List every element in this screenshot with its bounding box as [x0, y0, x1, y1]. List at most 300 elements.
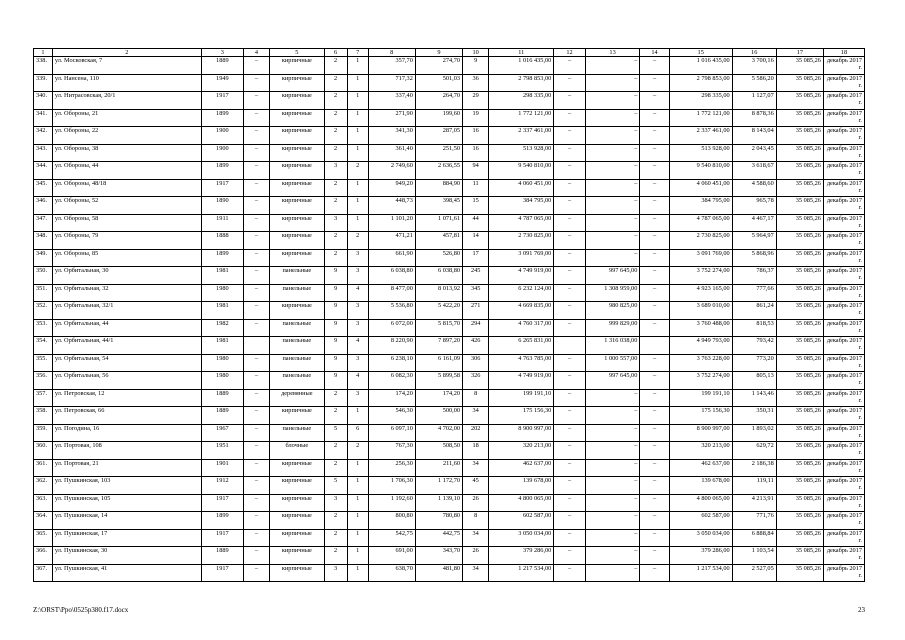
- living-area-cell: 343,70: [415, 547, 462, 565]
- cost-per-m2-cell: 8 143,04: [732, 127, 776, 145]
- total-cost-cell: 139 678,00: [489, 477, 554, 495]
- column-number-14: 14: [640, 49, 669, 57]
- residents-cell: 14: [463, 232, 489, 250]
- wear-cell: –: [243, 372, 269, 390]
- floors-cell: 2: [324, 179, 347, 197]
- total-area-cell: 341,30: [368, 127, 415, 145]
- cost-col14-cell: –: [640, 512, 669, 530]
- total-area-cell: 8 477,00: [368, 284, 415, 302]
- living-area-cell: 174,20: [415, 389, 462, 407]
- total-cost-cell: 298 335,00: [489, 92, 554, 110]
- year-built-cell: 1899: [201, 162, 243, 180]
- entrances-cell: 2: [347, 232, 368, 250]
- living-area-cell: 481,80: [415, 564, 462, 582]
- rate-cell: 35 085,26: [776, 302, 823, 320]
- cost-col13-cell: –: [585, 424, 640, 442]
- table-row: [34, 197, 865, 215]
- date-cell: декабрь 2017 г.: [823, 249, 864, 267]
- cost-per-m2-cell: 965,78: [732, 197, 776, 215]
- total-area-cell: 6 038,80: [368, 267, 415, 285]
- wall-material-cell: кирпичные: [270, 109, 325, 127]
- total-area-cell: 1 192,60: [368, 494, 415, 512]
- table-row: [34, 162, 865, 180]
- rate-cell: 35 085,26: [776, 337, 823, 355]
- year-built-cell: 1917: [201, 494, 243, 512]
- cost-col15-cell: 2 337 461,00: [669, 127, 732, 145]
- cost-col13-cell: –: [585, 547, 640, 565]
- cost-col12-cell: –: [554, 179, 585, 197]
- residents-cell: 34: [463, 564, 489, 582]
- table-row: [34, 284, 865, 302]
- wear-cell: –: [243, 92, 269, 110]
- cost-per-m2-cell: 2 043,45: [732, 144, 776, 162]
- cost-col13-cell: –: [585, 389, 640, 407]
- cost-col12-cell: –: [554, 232, 585, 250]
- cost-col12-cell: –: [554, 407, 585, 425]
- wear-cell: –: [243, 284, 269, 302]
- wear-cell: –: [243, 74, 269, 92]
- date-cell: декабрь 2017 г.: [823, 284, 864, 302]
- wall-material-cell: кирпичные: [270, 547, 325, 565]
- entrances-cell: 3: [347, 249, 368, 267]
- date-cell: декабрь 2017 г.: [823, 512, 864, 530]
- row-number-cell: 338.: [34, 57, 53, 75]
- wall-material-cell: кирпичные: [270, 407, 325, 425]
- floors-cell: 2: [324, 249, 347, 267]
- total-area-cell: 357,70: [368, 57, 415, 75]
- residents-cell: 19: [463, 109, 489, 127]
- rate-cell: 35 085,26: [776, 512, 823, 530]
- cost-col13-cell: –: [585, 144, 640, 162]
- wear-cell: –: [243, 407, 269, 425]
- cost-per-m2-cell: 629,72: [732, 442, 776, 460]
- date-cell: декабрь 2017 г.: [823, 92, 864, 110]
- column-number-2: 2: [52, 49, 201, 57]
- row-number-cell: 355.: [34, 354, 53, 372]
- wall-material-cell: кирпичные: [270, 232, 325, 250]
- cost-col15-cell: 2 798 853,00: [669, 74, 732, 92]
- cost-col15-cell: 1 217 534,00: [669, 564, 732, 582]
- address-cell: ул. Пушкинская, 14: [52, 512, 201, 530]
- cost-col13-cell: 997 645,00: [585, 267, 640, 285]
- year-built-cell: 1889: [201, 407, 243, 425]
- rate-cell: 35 085,26: [776, 319, 823, 337]
- row-number-cell: 345.: [34, 179, 53, 197]
- table-row: [34, 459, 865, 477]
- cost-col12-cell: –: [554, 389, 585, 407]
- column-number-8: 8: [368, 49, 415, 57]
- cost-col12-cell: –: [554, 92, 585, 110]
- table-row: [34, 547, 865, 565]
- residents-cell: 8: [463, 512, 489, 530]
- year-built-cell: 1980: [201, 354, 243, 372]
- date-cell: декабрь 2017 г.: [823, 319, 864, 337]
- wall-material-cell: кирпичные: [270, 127, 325, 145]
- cost-col12-cell: –: [554, 249, 585, 267]
- wear-cell: –: [243, 529, 269, 547]
- date-cell: декабрь 2017 г.: [823, 424, 864, 442]
- wall-material-cell: кирпичные: [270, 494, 325, 512]
- entrances-cell: 1: [347, 547, 368, 565]
- entrances-cell: 3: [347, 354, 368, 372]
- wall-material-cell: панельные: [270, 284, 325, 302]
- address-cell: ул. Нитрасовская, 20/1: [52, 92, 201, 110]
- cost-col13-cell: –: [585, 459, 640, 477]
- floors-cell: 2: [324, 547, 347, 565]
- total-cost-cell: 199 191,10: [489, 389, 554, 407]
- row-number-cell: 361.: [34, 459, 53, 477]
- row-number-cell: 344.: [34, 162, 53, 180]
- cost-col14-cell: –: [640, 109, 669, 127]
- wall-material-cell: кирпичные: [270, 179, 325, 197]
- cost-col14-cell: –: [640, 232, 669, 250]
- year-built-cell: 1981: [201, 302, 243, 320]
- entrances-cell: 6: [347, 424, 368, 442]
- rate-cell: 35 085,26: [776, 232, 823, 250]
- cost-col12-cell: –: [554, 442, 585, 460]
- residents-cell: 34: [463, 529, 489, 547]
- wear-cell: –: [243, 267, 269, 285]
- column-number-4: 4: [243, 49, 269, 57]
- total-cost-cell: 513 928,00: [489, 144, 554, 162]
- residents-cell: 11: [463, 179, 489, 197]
- total-cost-cell: 384 795,00: [489, 197, 554, 215]
- floors-cell: 2: [324, 197, 347, 215]
- cost-per-m2-cell: 4 588,60: [732, 179, 776, 197]
- row-number-cell: 353.: [34, 319, 53, 337]
- wall-material-cell: блочные: [270, 442, 325, 460]
- rate-cell: 35 085,26: [776, 197, 823, 215]
- living-area-cell: 500,00: [415, 407, 462, 425]
- wall-material-cell: панельные: [270, 267, 325, 285]
- cost-col15-cell: 3 752 274,00: [669, 372, 732, 390]
- table-row: [34, 302, 865, 320]
- cost-col15-cell: 175 156,30: [669, 407, 732, 425]
- row-number-cell: 365.: [34, 529, 53, 547]
- total-area-cell: 1 706,30: [368, 477, 415, 495]
- total-area-cell: 361,40: [368, 144, 415, 162]
- total-area-cell: 5 536,80: [368, 302, 415, 320]
- living-area-cell: 274,70: [415, 57, 462, 75]
- address-cell: ул. Московская, 7: [52, 57, 201, 75]
- entrances-cell: 1: [347, 179, 368, 197]
- address-cell: ул. Обороны, 85: [52, 249, 201, 267]
- table-row: [34, 494, 865, 512]
- residents-cell: 26: [463, 547, 489, 565]
- year-built-cell: 1917: [201, 564, 243, 582]
- year-built-cell: 1899: [201, 512, 243, 530]
- row-number-cell: 349.: [34, 249, 53, 267]
- date-cell: декабрь 2017 г.: [823, 144, 864, 162]
- entrances-cell: 3: [347, 267, 368, 285]
- cost-col12-cell: –: [554, 354, 585, 372]
- floors-cell: 2: [324, 442, 347, 460]
- cost-per-m2-cell: 5 586,20: [732, 74, 776, 92]
- total-area-cell: 546,30: [368, 407, 415, 425]
- living-area-cell: 1 139,10: [415, 494, 462, 512]
- year-built-cell: 1889: [201, 389, 243, 407]
- floors-cell: 2: [324, 92, 347, 110]
- date-cell: декабрь 2017 г.: [823, 214, 864, 232]
- wear-cell: –: [243, 57, 269, 75]
- total-area-cell: 6 238,10: [368, 354, 415, 372]
- cost-col15-cell: 3 763 228,00: [669, 354, 732, 372]
- row-number-cell: 357.: [34, 389, 53, 407]
- rate-cell: 35 085,26: [776, 284, 823, 302]
- wear-cell: –: [243, 547, 269, 565]
- wall-material-cell: панельные: [270, 372, 325, 390]
- address-cell: ул. Обороны, 48/18: [52, 179, 201, 197]
- residents-cell: 8: [463, 389, 489, 407]
- cost-col12-cell: [554, 337, 585, 355]
- living-area-cell: 6 038,80: [415, 267, 462, 285]
- cost-col14-cell: –: [640, 477, 669, 495]
- wear-cell: –: [243, 214, 269, 232]
- total-area-cell: 691,00: [368, 547, 415, 565]
- year-built-cell: 1889: [201, 547, 243, 565]
- column-number-12: 12: [554, 49, 585, 57]
- year-built-cell: 1889: [201, 57, 243, 75]
- living-area-cell: 884,90: [415, 179, 462, 197]
- wall-material-cell: панельные: [270, 424, 325, 442]
- row-number-cell: 352.: [34, 302, 53, 320]
- residents-cell: 245: [463, 267, 489, 285]
- entrances-cell: 4: [347, 337, 368, 355]
- table-row: [34, 564, 865, 582]
- wall-material-cell: панельные: [270, 354, 325, 372]
- date-cell: декабрь 2017 г.: [823, 389, 864, 407]
- cost-col14-cell: –: [640, 92, 669, 110]
- cost-col13-cell: –: [585, 529, 640, 547]
- living-area-cell: 7 897,20: [415, 337, 462, 355]
- address-cell: ул. Пушкинская, 41: [52, 564, 201, 582]
- row-number-cell: 360.: [34, 442, 53, 460]
- total-cost-cell: 2 730 825,00: [489, 232, 554, 250]
- cost-per-m2-cell: 818,53: [732, 319, 776, 337]
- living-area-cell: 211,60: [415, 459, 462, 477]
- total-cost-cell: 8 900 997,00: [489, 424, 554, 442]
- column-number-11: 11: [489, 49, 554, 57]
- rate-cell: 35 085,26: [776, 372, 823, 390]
- wear-cell: –: [243, 302, 269, 320]
- date-cell: декабрь 2017 г.: [823, 162, 864, 180]
- living-area-cell: 4 702,00: [415, 424, 462, 442]
- total-area-cell: 448,73: [368, 197, 415, 215]
- entrances-cell: 3: [347, 319, 368, 337]
- date-cell: декабрь 2017 г.: [823, 547, 864, 565]
- wear-cell: –: [243, 179, 269, 197]
- column-number-15: 15: [669, 49, 732, 57]
- cost-col12-cell: –: [554, 372, 585, 390]
- cost-col13-cell: 1 000 557,00: [585, 354, 640, 372]
- address-cell: ул. Орбитальная, 56: [52, 372, 201, 390]
- entrances-cell: 1: [347, 214, 368, 232]
- date-cell: декабрь 2017 г.: [823, 442, 864, 460]
- table-row: [34, 529, 865, 547]
- cost-col12-cell: –: [554, 267, 585, 285]
- address-cell: ул. Портовая, 108: [52, 442, 201, 460]
- year-built-cell: 1899: [201, 249, 243, 267]
- living-area-cell: 508,50: [415, 442, 462, 460]
- floors-cell: 2: [324, 389, 347, 407]
- cost-col14-cell: –: [640, 144, 669, 162]
- cost-col13-cell: –: [585, 179, 640, 197]
- wear-cell: –: [243, 424, 269, 442]
- table-row: [34, 319, 865, 337]
- row-number-cell: 362.: [34, 477, 53, 495]
- residents-cell: 29: [463, 92, 489, 110]
- total-area-cell: 767,30: [368, 442, 415, 460]
- floors-cell: 9: [324, 354, 347, 372]
- living-area-cell: 1 172,70: [415, 477, 462, 495]
- entrances-cell: 1: [347, 144, 368, 162]
- row-number-cell: 367.: [34, 564, 53, 582]
- year-built-cell: 1911: [201, 214, 243, 232]
- living-area-cell: 780,80: [415, 512, 462, 530]
- row-number-cell: 346.: [34, 197, 53, 215]
- wear-cell: –: [243, 512, 269, 530]
- table-row: [34, 424, 865, 442]
- total-cost-cell: 2 798 853,00: [489, 74, 554, 92]
- column-number-6: 6: [324, 49, 347, 57]
- floors-cell: 2: [324, 74, 347, 92]
- address-cell: ул. Обороны, 21: [52, 109, 201, 127]
- cost-col15-cell: 3 689 010,00: [669, 302, 732, 320]
- entrances-cell: 1: [347, 74, 368, 92]
- date-cell: декабрь 2017 г.: [823, 459, 864, 477]
- table-row: [34, 267, 865, 285]
- cost-col12-cell: –: [554, 459, 585, 477]
- wall-material-cell: кирпичные: [270, 57, 325, 75]
- date-cell: декабрь 2017 г.: [823, 407, 864, 425]
- row-number-cell: 351.: [34, 284, 53, 302]
- entrances-cell: 1: [347, 57, 368, 75]
- floors-cell: 3: [324, 564, 347, 582]
- address-cell: ул. Петровская, 12: [52, 389, 201, 407]
- year-built-cell: 1900: [201, 144, 243, 162]
- wear-cell: –: [243, 494, 269, 512]
- cost-col12-cell: –: [554, 57, 585, 75]
- living-area-cell: 6 161,09: [415, 354, 462, 372]
- rate-cell: 35 085,26: [776, 144, 823, 162]
- floors-cell: 9: [324, 337, 347, 355]
- living-area-cell: 264,70: [415, 92, 462, 110]
- address-cell: ул. Пушкинская, 105: [52, 494, 201, 512]
- floors-cell: 2: [324, 512, 347, 530]
- wear-cell: –: [243, 109, 269, 127]
- address-cell: ул. Орбитальная, 44: [52, 319, 201, 337]
- entrances-cell: 1: [347, 407, 368, 425]
- wall-material-cell: кирпичные: [270, 459, 325, 477]
- table-row: [34, 144, 865, 162]
- cost-col14-cell: –: [640, 249, 669, 267]
- year-built-cell: 1901: [201, 459, 243, 477]
- row-number-cell: 342.: [34, 127, 53, 145]
- cost-per-m2-cell: 3 700,16: [732, 57, 776, 75]
- date-cell: декабрь 2017 г.: [823, 127, 864, 145]
- wear-cell: [243, 337, 269, 355]
- table-row: [34, 372, 865, 390]
- total-cost-cell: 2 337 461,00: [489, 127, 554, 145]
- cost-col12-cell: –: [554, 529, 585, 547]
- row-number-cell: 341.: [34, 109, 53, 127]
- floors-cell: 3: [324, 494, 347, 512]
- cost-per-m2-cell: 2 186,38: [732, 459, 776, 477]
- cost-col14-cell: –: [640, 214, 669, 232]
- cost-per-m2-cell: 1 103,54: [732, 547, 776, 565]
- living-area-cell: 251,50: [415, 144, 462, 162]
- living-area-cell: 287,05: [415, 127, 462, 145]
- residents-cell: 18: [463, 442, 489, 460]
- total-area-cell: 638,70: [368, 564, 415, 582]
- floors-cell: 9: [324, 302, 347, 320]
- cost-col13-cell: –: [585, 74, 640, 92]
- wear-cell: –: [243, 319, 269, 337]
- cost-col13-cell: –: [585, 442, 640, 460]
- cost-col12-cell: –: [554, 494, 585, 512]
- rate-cell: 35 085,26: [776, 547, 823, 565]
- cost-col12-cell: –: [554, 197, 585, 215]
- cost-col15-cell: 4 787 065,00: [669, 214, 732, 232]
- total-cost-cell: 4 787 065,00: [489, 214, 554, 232]
- cost-col15-cell: 602 587,00: [669, 512, 732, 530]
- total-area-cell: 6 072,00: [368, 319, 415, 337]
- column-number-7: 7: [347, 49, 368, 57]
- wall-material-cell: кирпичные: [270, 249, 325, 267]
- year-built-cell: 1888: [201, 232, 243, 250]
- cost-per-m2-cell: 2 527,05: [732, 564, 776, 582]
- cost-col15-cell: 9 540 810,00: [669, 162, 732, 180]
- rate-cell: 35 085,26: [776, 477, 823, 495]
- wall-material-cell: панельные: [270, 319, 325, 337]
- floors-cell: 3: [324, 162, 347, 180]
- cost-col15-cell: 462 637,00: [669, 459, 732, 477]
- floors-cell: 2: [324, 109, 347, 127]
- residents-cell: 426: [463, 337, 489, 355]
- living-area-cell: 442,75: [415, 529, 462, 547]
- wall-material-cell: кирпичные: [270, 302, 325, 320]
- table-row: [34, 407, 865, 425]
- year-built-cell: 1981: [201, 267, 243, 285]
- total-area-cell: 1 101,20: [368, 214, 415, 232]
- address-cell: ул. Орбитальная, 54: [52, 354, 201, 372]
- residents-cell: 26: [463, 494, 489, 512]
- address-cell: ул. Нансена, 110: [52, 74, 201, 92]
- date-cell: декабрь 2017 г.: [823, 232, 864, 250]
- cost-col14-cell: –: [640, 354, 669, 372]
- cost-col13-cell: –: [585, 127, 640, 145]
- row-number-cell: 359.: [34, 424, 53, 442]
- date-cell: декабрь 2017 г.: [823, 74, 864, 92]
- entrances-cell: 1: [347, 459, 368, 477]
- total-cost-cell: 4 669 835,00: [489, 302, 554, 320]
- cost-col13-cell: –: [585, 57, 640, 75]
- cost-col13-cell: 999 829,00: [585, 319, 640, 337]
- total-cost-cell: 3 091 769,00: [489, 249, 554, 267]
- rate-cell: 35 085,26: [776, 529, 823, 547]
- cost-col15-cell: 139 678,00: [669, 477, 732, 495]
- residents-cell: 36: [463, 74, 489, 92]
- floors-cell: 2: [324, 144, 347, 162]
- wear-cell: –: [243, 197, 269, 215]
- residents-cell: 16: [463, 144, 489, 162]
- wear-cell: –: [243, 477, 269, 495]
- residents-cell: 34: [463, 459, 489, 477]
- address-cell: ул. Портовая, 21: [52, 459, 201, 477]
- rate-cell: 35 085,26: [776, 459, 823, 477]
- cost-col15-cell: 1 772 121,00: [669, 109, 732, 127]
- cost-per-m2-cell: 771,76: [732, 512, 776, 530]
